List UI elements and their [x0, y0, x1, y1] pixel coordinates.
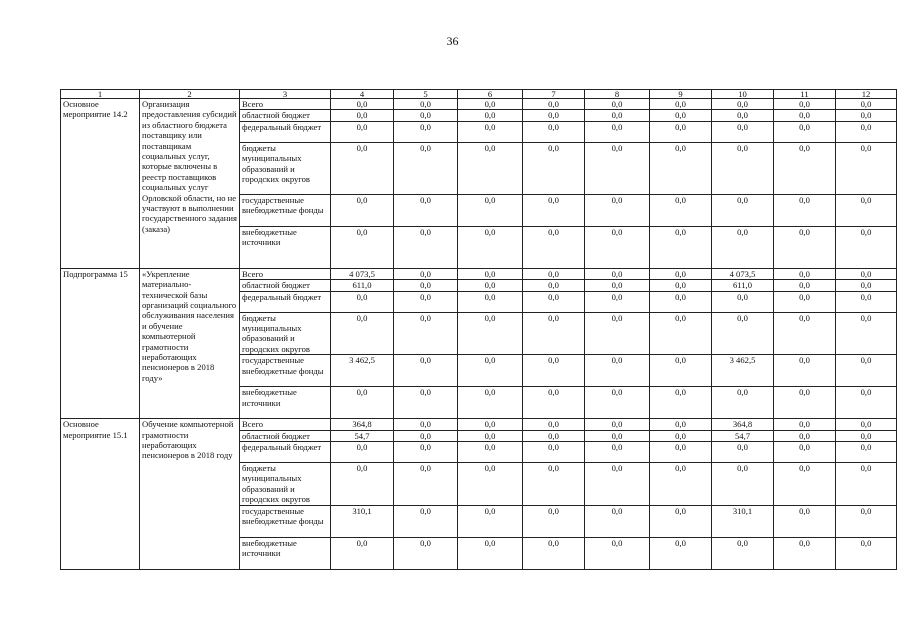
- value-cell: 0,0: [523, 291, 585, 312]
- value-cell: 0,0: [394, 291, 458, 312]
- value-cell: 3 462,5: [712, 355, 774, 387]
- value-cell: 0,0: [585, 268, 650, 279]
- value-cell: 0,0: [836, 505, 897, 537]
- value-cell: 0,0: [774, 430, 836, 441]
- value-cell: 0,0: [458, 291, 523, 312]
- value-cell: 0,0: [650, 280, 712, 291]
- value-cell: 0,0: [650, 419, 712, 430]
- value-cell: 0,0: [458, 537, 523, 569]
- column-header-3: 3: [240, 90, 331, 99]
- value-cell: 0,0: [523, 537, 585, 569]
- value-cell: 0,0: [650, 430, 712, 441]
- value-cell: 0,0: [836, 226, 897, 268]
- value-cell: 310,1: [331, 505, 394, 537]
- value-cell: 0,0: [394, 505, 458, 537]
- value-cell: 0,0: [394, 463, 458, 506]
- column-header-11: 11: [774, 90, 836, 99]
- value-cell: 0,0: [458, 268, 523, 279]
- value-cell: 54,7: [331, 430, 394, 441]
- value-cell: 0,0: [394, 280, 458, 291]
- funding-source: федеральный бюджет: [240, 291, 331, 312]
- value-cell: 0,0: [774, 419, 836, 430]
- value-cell: 0,0: [650, 537, 712, 569]
- value-cell: 0,0: [712, 442, 774, 463]
- value-cell: 0,0: [836, 387, 897, 419]
- value-cell: 0,0: [331, 312, 394, 355]
- value-cell: 0,0: [331, 537, 394, 569]
- value-cell: 0,0: [458, 226, 523, 268]
- value-cell: 0,0: [774, 280, 836, 291]
- column-header-4: 4: [331, 90, 394, 99]
- value-cell: 0,0: [774, 110, 836, 121]
- value-cell: 364,8: [712, 419, 774, 430]
- column-header-6: 6: [458, 90, 523, 99]
- value-cell: 0,0: [650, 226, 712, 268]
- value-cell: 0,0: [836, 537, 897, 569]
- value-cell: 0,0: [458, 505, 523, 537]
- budget-table: [60, 89, 897, 570]
- value-cell: 0,0: [331, 463, 394, 506]
- value-cell: 0,0: [585, 505, 650, 537]
- funding-source: федеральный бюджет: [240, 442, 331, 463]
- block-title: Основное мероприятие 14.2: [61, 99, 140, 269]
- value-cell: 0,0: [394, 194, 458, 226]
- value-cell: 0,0: [774, 537, 836, 569]
- value-cell: 0,0: [712, 387, 774, 419]
- value-cell: 0,0: [458, 430, 523, 441]
- table-row: [61, 99, 897, 110]
- value-cell: 0,0: [331, 291, 394, 312]
- value-cell: 0,0: [836, 268, 897, 279]
- value-cell: 0,0: [394, 142, 458, 194]
- value-cell: 0,0: [650, 110, 712, 121]
- funding-source: Всего: [240, 268, 331, 279]
- value-cell: 0,0: [458, 442, 523, 463]
- value-cell: 0,0: [331, 387, 394, 419]
- table-row: [61, 419, 897, 430]
- value-cell: 0,0: [650, 505, 712, 537]
- value-cell: 0,0: [836, 419, 897, 430]
- value-cell: 0,0: [774, 312, 836, 355]
- value-cell: 0,0: [523, 194, 585, 226]
- value-cell: 0,0: [523, 430, 585, 441]
- funding-source: государственные внебюджетные фонды: [240, 194, 331, 226]
- value-cell: 0,0: [585, 291, 650, 312]
- value-cell: 0,0: [523, 268, 585, 279]
- value-cell: 0,0: [458, 121, 523, 142]
- value-cell: 4 073,5: [331, 268, 394, 279]
- header-row: [61, 90, 897, 99]
- value-cell: 0,0: [523, 355, 585, 387]
- column-header-8: 8: [585, 90, 650, 99]
- value-cell: 0,0: [585, 121, 650, 142]
- funding-source: областной бюджет: [240, 430, 331, 441]
- value-cell: 0,0: [523, 99, 585, 110]
- value-cell: 0,0: [523, 110, 585, 121]
- value-cell: 0,0: [650, 312, 712, 355]
- value-cell: 4 073,5: [712, 268, 774, 279]
- funding-source: Всего: [240, 419, 331, 430]
- value-cell: 0,0: [585, 142, 650, 194]
- value-cell: 0,0: [394, 537, 458, 569]
- value-cell: 0,0: [836, 142, 897, 194]
- value-cell: 611,0: [712, 280, 774, 291]
- value-cell: 0,0: [331, 121, 394, 142]
- column-header-1: 1: [61, 90, 140, 99]
- block-title: Основное мероприятие 15.1: [61, 419, 140, 569]
- table-row: [61, 268, 897, 279]
- value-cell: 0,0: [836, 312, 897, 355]
- value-cell: 0,0: [774, 142, 836, 194]
- value-cell: 0,0: [774, 387, 836, 419]
- value-cell: 0,0: [836, 463, 897, 506]
- value-cell: 0,0: [394, 226, 458, 268]
- value-cell: 0,0: [523, 142, 585, 194]
- value-cell: 0,0: [774, 99, 836, 110]
- value-cell: 0,0: [650, 463, 712, 506]
- value-cell: 0,0: [458, 194, 523, 226]
- value-cell: 0,0: [394, 442, 458, 463]
- value-cell: 0,0: [836, 99, 897, 110]
- value-cell: 0,0: [712, 121, 774, 142]
- funding-source: бюджеты муниципальных образований и городских округов: [240, 142, 331, 194]
- value-cell: 0,0: [836, 194, 897, 226]
- value-cell: 0,0: [458, 463, 523, 506]
- value-cell: 0,0: [585, 463, 650, 506]
- value-cell: 0,0: [712, 226, 774, 268]
- value-cell: 0,0: [585, 442, 650, 463]
- value-cell: 0,0: [650, 121, 712, 142]
- value-cell: 0,0: [585, 355, 650, 387]
- value-cell: 0,0: [650, 142, 712, 194]
- value-cell: 0,0: [458, 99, 523, 110]
- block-description: «Укрепление материально-технической базы организаций социального обслуживания населения и обучение компьютерной грамотности неработающих пенсионеров в 2018 году»: [140, 268, 240, 418]
- value-cell: 0,0: [585, 419, 650, 430]
- value-cell: 0,0: [836, 442, 897, 463]
- funding-source: бюджеты муниципальных образований и городских округов: [240, 463, 331, 506]
- value-cell: 0,0: [650, 291, 712, 312]
- value-cell: 611,0: [331, 280, 394, 291]
- value-cell: 0,0: [331, 99, 394, 110]
- value-cell: 0,0: [774, 442, 836, 463]
- table-body: [61, 99, 897, 570]
- value-cell: 0,0: [774, 505, 836, 537]
- value-cell: 0,0: [585, 312, 650, 355]
- value-cell: 0,0: [585, 280, 650, 291]
- value-cell: 0,0: [394, 355, 458, 387]
- value-cell: 0,0: [394, 99, 458, 110]
- value-cell: 3 462,5: [331, 355, 394, 387]
- table-header: [61, 90, 897, 99]
- value-cell: 0,0: [585, 430, 650, 441]
- value-cell: 0,0: [523, 463, 585, 506]
- value-cell: 0,0: [523, 442, 585, 463]
- value-cell: 0,0: [394, 419, 458, 430]
- value-cell: 0,0: [712, 537, 774, 569]
- value-cell: 0,0: [331, 442, 394, 463]
- value-cell: 0,0: [331, 110, 394, 121]
- value-cell: 54,7: [712, 430, 774, 441]
- value-cell: 0,0: [523, 505, 585, 537]
- value-cell: 0,0: [523, 226, 585, 268]
- value-cell: 0,0: [458, 280, 523, 291]
- value-cell: 0,0: [523, 387, 585, 419]
- value-cell: 0,0: [394, 121, 458, 142]
- funding-source: внебюджетные источники: [240, 387, 331, 419]
- value-cell: 364,8: [331, 419, 394, 430]
- value-cell: 0,0: [836, 121, 897, 142]
- value-cell: 0,0: [774, 121, 836, 142]
- value-cell: 0,0: [585, 387, 650, 419]
- value-cell: 0,0: [836, 110, 897, 121]
- value-cell: 0,0: [836, 355, 897, 387]
- funding-source: внебюджетные источники: [240, 537, 331, 569]
- value-cell: 0,0: [774, 268, 836, 279]
- value-cell: 0,0: [650, 268, 712, 279]
- value-cell: 0,0: [774, 463, 836, 506]
- value-cell: 0,0: [650, 99, 712, 110]
- column-header-2: 2: [140, 90, 240, 99]
- value-cell: 0,0: [712, 463, 774, 506]
- funding-source: бюджеты муниципальных образований и городских округов: [240, 312, 331, 355]
- value-cell: 0,0: [394, 110, 458, 121]
- funding-source: федеральный бюджет: [240, 121, 331, 142]
- value-cell: 0,0: [712, 194, 774, 226]
- value-cell: 0,0: [458, 387, 523, 419]
- block-description: Организация предоставления субсидий из областного бюджета поставщику или поставщикам социальных услуг, которые включены в реестр поставщиков социальных услуг Орловской области, но не участвуют в выполнении государственного задания (заказа): [140, 99, 240, 269]
- column-header-7: 7: [523, 90, 585, 99]
- funding-source: государственные внебюджетные фонды: [240, 505, 331, 537]
- value-cell: 0,0: [774, 226, 836, 268]
- value-cell: 0,0: [394, 312, 458, 355]
- value-cell: 0,0: [523, 280, 585, 291]
- value-cell: 0,0: [523, 312, 585, 355]
- funding-source: Всего: [240, 99, 331, 110]
- column-header-5: 5: [394, 90, 458, 99]
- value-cell: 0,0: [394, 268, 458, 279]
- value-cell: 0,0: [458, 312, 523, 355]
- value-cell: 0,0: [585, 537, 650, 569]
- value-cell: 0,0: [650, 194, 712, 226]
- value-cell: 0,0: [774, 291, 836, 312]
- value-cell: 0,0: [836, 430, 897, 441]
- funding-source: внебюджетные источники: [240, 226, 331, 268]
- block-description: Обучение компьютерной грамотности неработающих пенсионеров в 2018 году: [140, 419, 240, 569]
- value-cell: 0,0: [458, 419, 523, 430]
- block-title: Подпрограмма 15: [61, 268, 140, 418]
- value-cell: 0,0: [774, 194, 836, 226]
- value-cell: 310,1: [712, 505, 774, 537]
- column-header-9: 9: [650, 90, 712, 99]
- column-header-12: 12: [836, 90, 897, 99]
- value-cell: 0,0: [836, 280, 897, 291]
- value-cell: 0,0: [394, 387, 458, 419]
- column-header-10: 10: [712, 90, 774, 99]
- value-cell: 0,0: [331, 226, 394, 268]
- value-cell: 0,0: [650, 355, 712, 387]
- value-cell: 0,0: [458, 110, 523, 121]
- value-cell: 0,0: [650, 387, 712, 419]
- funding-source: областной бюджет: [240, 280, 331, 291]
- value-cell: 0,0: [585, 226, 650, 268]
- value-cell: 0,0: [712, 312, 774, 355]
- value-cell: 0,0: [458, 142, 523, 194]
- page-number: 36: [446, 34, 459, 48]
- value-cell: 0,0: [523, 121, 585, 142]
- value-cell: 0,0: [331, 142, 394, 194]
- value-cell: 0,0: [458, 355, 523, 387]
- value-cell: 0,0: [394, 430, 458, 441]
- value-cell: 0,0: [331, 194, 394, 226]
- value-cell: 0,0: [585, 194, 650, 226]
- value-cell: 0,0: [523, 419, 585, 430]
- value-cell: 0,0: [712, 291, 774, 312]
- funding-source: государственные внебюджетные фонды: [240, 355, 331, 387]
- value-cell: 0,0: [774, 355, 836, 387]
- value-cell: 0,0: [585, 99, 650, 110]
- funding-source: областной бюджет: [240, 110, 331, 121]
- value-cell: 0,0: [585, 110, 650, 121]
- value-cell: 0,0: [712, 110, 774, 121]
- value-cell: 0,0: [836, 291, 897, 312]
- value-cell: 0,0: [712, 99, 774, 110]
- value-cell: 0,0: [650, 442, 712, 463]
- value-cell: 0,0: [712, 142, 774, 194]
